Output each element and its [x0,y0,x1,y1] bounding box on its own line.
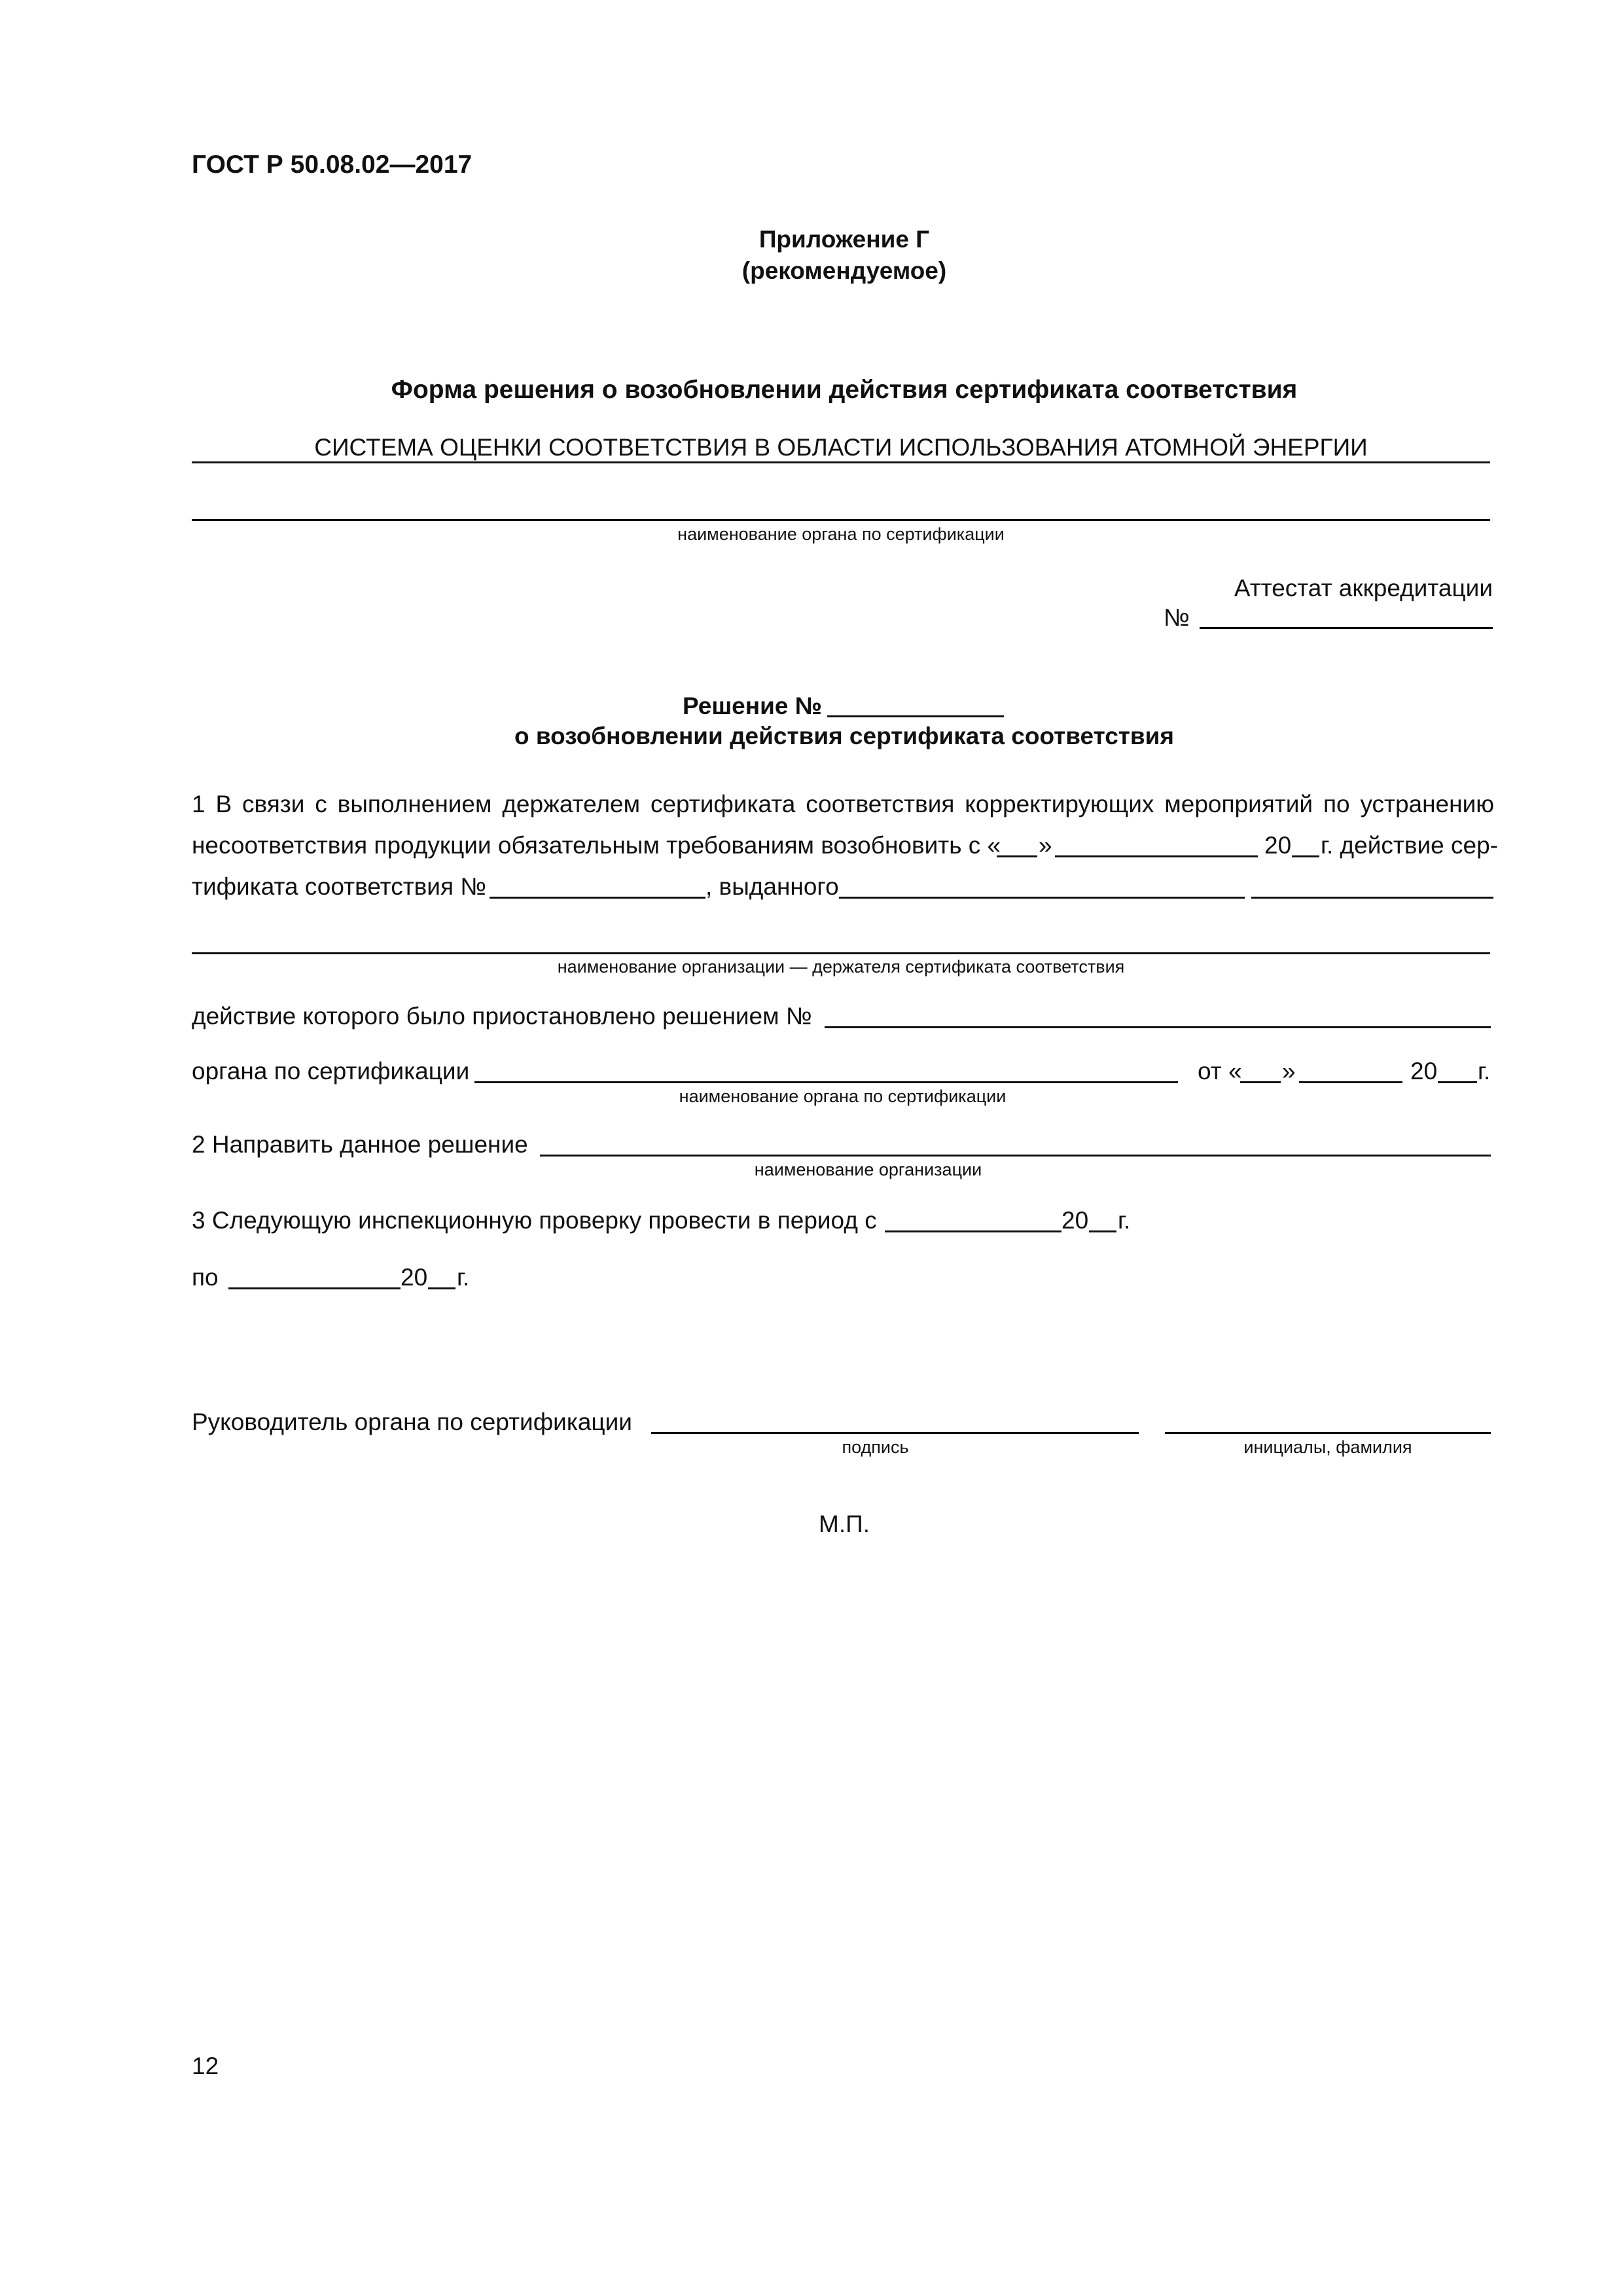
decision-subtitle: о возобновлении действия сертификата соответствия [514,723,1175,749]
resume-quote-close: » [1039,832,1052,859]
suspending-body-field[interactable] [474,1081,1178,1083]
signature-label: Руководитель органа по сертификации [192,1408,632,1435]
holder-organization-caption: наименование организации — держателя сертификата соответствия [557,957,1125,977]
holder-organization-field[interactable] [192,952,1490,954]
body-label: органа по сертификации [192,1058,470,1085]
system-name-underline [192,461,1490,463]
suspension-day-field[interactable] [1240,1081,1281,1083]
item1-line1: 1 В связи с выполнением держателем сертификата соответствия корректирующих мероприятий по устранению [192,791,1494,817]
suspension-year-suffix: г. [1478,1058,1491,1085]
stamp-placeholder: М.П. [819,1511,870,1537]
inspection-start-year-prefix: 20 [1061,1207,1089,1234]
item3-label: 3 Следующую инспекционную проверку провести в период с [192,1207,877,1234]
certificate-number-field[interactable] [490,897,705,899]
date-from-label: от « [1198,1058,1242,1085]
signature-caption: подпись [842,1437,909,1457]
decision-number-field[interactable] [827,715,1004,717]
item1-line2-prefix: несоответствия продукции обязательным требованиям возобновить с « [192,832,1001,859]
inspection-start-field[interactable] [885,1230,1061,1232]
issued-by-field-extra[interactable] [1251,897,1493,899]
signature-field[interactable] [651,1432,1139,1434]
inspection-to-label: по [192,1264,219,1291]
send-to-organization-field[interactable] [540,1155,1491,1157]
page-number: 12 [192,2053,219,2079]
name-caption: инициалы, фамилия [1243,1437,1412,1457]
inspection-end-year-prefix: 20 [401,1264,428,1291]
certification-body-caption: наименование органа по сертификации [677,524,1005,544]
appendix-title: Приложение Г [758,226,930,253]
suspending-body-caption: наименование органа по сертификации [679,1086,1007,1106]
resume-year-prefix: 20 [1264,832,1292,859]
date-quote-close: » [1282,1058,1296,1085]
item1-line3-prefix: тификата соответствия № [192,873,486,900]
certification-body-field[interactable] [192,519,1490,521]
inspection-end-year-suffix: г. [457,1264,470,1291]
accreditation-title: Аттестат аккредитации [1234,575,1493,601]
suspended-label: действие которого было приостановлено решением № [192,1003,812,1030]
standard-code: ГОСТ Р 50.08.02—2017 [192,151,473,179]
item1-issued-label: , выданного [705,873,839,900]
suspension-decision-field[interactable] [825,1026,1491,1028]
suspension-month-field[interactable] [1299,1081,1402,1083]
system-name: СИСТЕМА ОЦЕНКИ СООТВЕТСТВИЯ В ОБЛАСТИ ИСПОЛЬЗОВАНИЯ АТОМНОЙ ЭНЕРГИИ [314,434,1368,461]
suspension-year-prefix: 20 [1410,1058,1438,1085]
item1-line2-suffix: г. действие сер- [1321,832,1498,859]
resume-month-field[interactable] [1055,855,1258,857]
accreditation-number-label: № [1164,604,1190,631]
suspension-year-field[interactable] [1438,1081,1477,1083]
resume-day-field[interactable] [997,855,1037,857]
issued-by-field[interactable] [839,897,1245,899]
resume-year-field[interactable] [1292,855,1319,857]
item2-label: 2 Направить данное решение [192,1131,528,1158]
inspection-end-year-field[interactable] [428,1287,455,1289]
send-to-organization-caption: наименование организации [754,1160,982,1179]
appendix-status: (рекомендуемое) [741,257,947,284]
inspection-end-field[interactable] [228,1287,401,1289]
name-field[interactable] [1165,1432,1491,1434]
form-title: Форма решения о возобновлении действия сертификата соответствия [391,376,1298,404]
inspection-start-year-field[interactable] [1089,1230,1116,1232]
decision-number-label: Решение № [683,692,822,719]
accreditation-number-field[interactable] [1200,627,1493,629]
inspection-start-year-suffix: г. [1118,1207,1131,1234]
